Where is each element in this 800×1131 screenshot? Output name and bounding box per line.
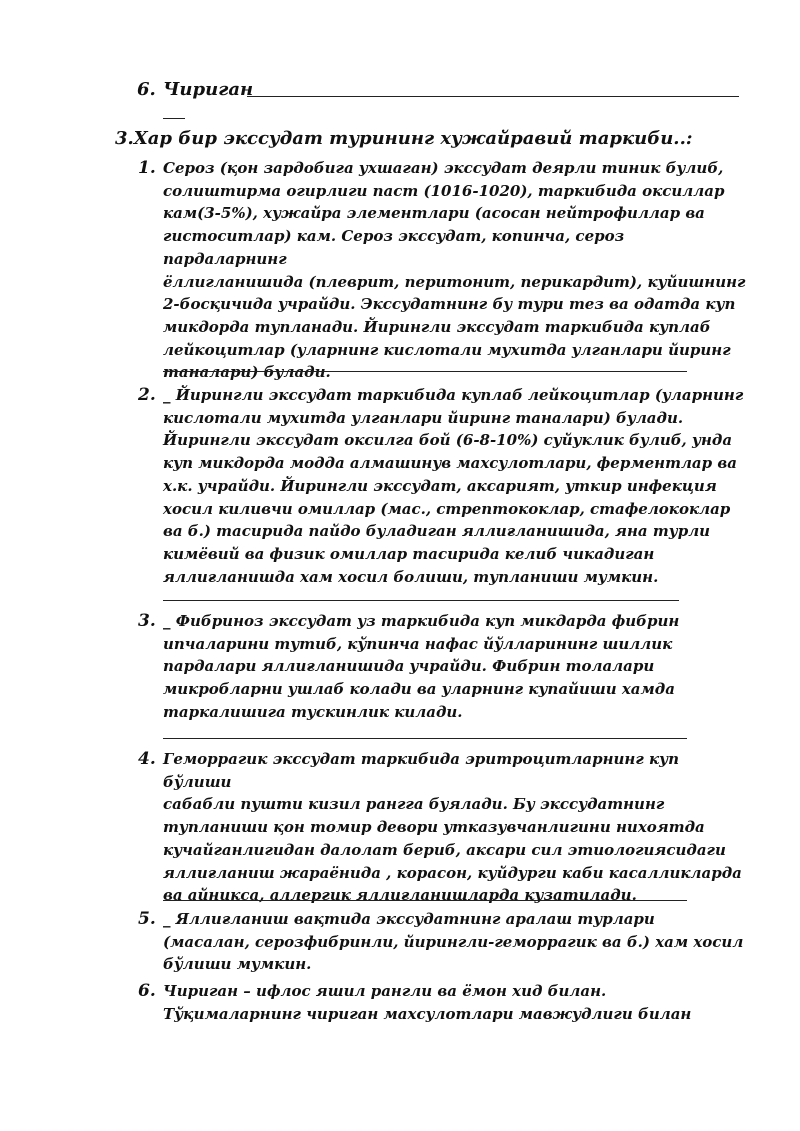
- list-item-6: [138, 980, 748, 1025]
- list-number: 4.: [138, 749, 156, 769]
- separator-line: [163, 371, 687, 372]
- list-item-text: _ Фибриноз экссудат уз таркибида куп микдарда фибрин ипчаларини тутиб, кўпинча нафас йўлларининг шиллик пардалари яллиғланишида учрайди. Фибрин толалари микробларни ушлаб колади ва уларнинг купайиши хамда таркалишига тускинлик килади.: [163, 612, 680, 721]
- list-number: 3.: [138, 611, 156, 631]
- list-number: 5.: [138, 909, 156, 929]
- list-item-label: Чириган: [163, 79, 254, 100]
- separator-line: [163, 900, 687, 901]
- previous-list-item: [137, 78, 253, 102]
- list-item-3: [138, 610, 748, 724]
- list-item-text: Геморрагик экссудат таркибида эритроцитларнинг куп бўлиши сабабли пушти кизил рангга буялади. Бу экссудатнинг тупланиши қон томир девори утказувчанлигини нихоятда кучайганлигидан далолат бериб, аксари сил этиологиясидаги яллиғланиш жараёнида , корасон, куйдурги каби касалликларда ва айникса, аллергик яллиғланишларда кузатилади.: [163, 750, 742, 905]
- list-item-text: _ Йирингли экссудат таркибида куплаб лейкоцитлар (уларнинг кислотали мухитда улганлари йиринг таналари) булади. Йирингли экссудат оксилга бой (6-8-10%) суйуклик булиб, унда куп микдорда модда алмашинув махсулотлари, ферментлар ва х.к. учрайди. Йирингли экссудат, аксарият, уткир инфекция хосил киливчи омиллар (мас., стрептококлар, стафелококлар ва б.) тасирида пайдо буладиган яллиғланишида, яна турли кимёвий ва физик омиллар тасирида келиб чикадиган яллиғланишда хам хосил болиши, тупланиши мумкин.: [163, 386, 744, 586]
- list-item-text: _ Яллиғланиш вақтида экссудатнинг аралаш турлари (масалан, серозфибринли, йирингли-геморрагик ва б.) хам хосил бўлиши мумкин.: [163, 910, 744, 974]
- answer-underline-continuation: [163, 118, 185, 119]
- list-number: 1.: [138, 158, 156, 178]
- list-item-2: [138, 384, 748, 588]
- separator-line: [163, 600, 679, 601]
- list-item-1: [138, 157, 748, 384]
- list-item-5: [138, 908, 748, 976]
- separator-line: [163, 738, 687, 739]
- list-item-text: Чириган – ифлос яшил рангли ва ёмон хид билан. Тўқималарнинг чириган махсулотлари мавжудлиги билан: [163, 982, 692, 1023]
- list-number: 6.: [137, 79, 156, 100]
- list-number: 2.: [138, 385, 156, 405]
- section-heading: 3.Хар бир экссудат турининг хужайравий таркиби..:: [115, 128, 693, 149]
- list-item-4: [138, 748, 748, 907]
- list-number: 6.: [138, 981, 156, 1001]
- list-item-text: Сероз (қон зардобига ухшаган) экссудат деярли тиник булиб, солиштирма огирлиги паст (1016-1020), таркибида оксиллар кам(3-5%), хужайра элементлари (асосан нейтрофиллар ва гистоситлар) кам. Сероз экссудат, копинча, сероз пардаларнинг ёллигланишида (плеврит, перитонит, перикардит), куйишнинг 2-босқичида учрайди. Экссудатнинг бу тури тез ва одатда куп микдорда тупланади. Йирингли экссудат таркибида куплаб лейкоцитлар (уларнинг кислотали мухитда улганлари йиринг таналари) булади.: [163, 159, 746, 382]
- answer-underline: [247, 96, 739, 97]
